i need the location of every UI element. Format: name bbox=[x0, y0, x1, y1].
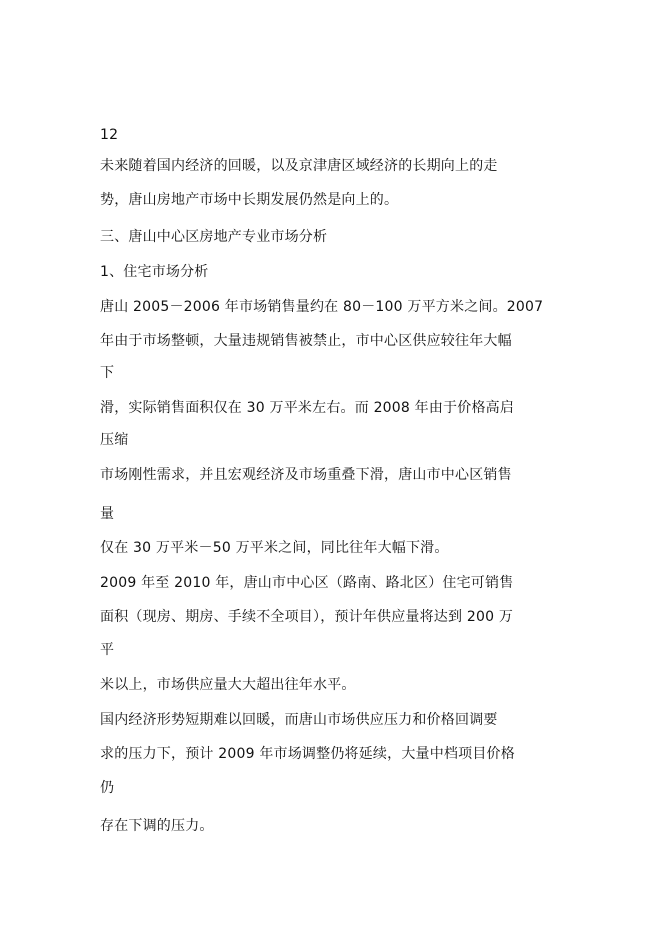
text-line: 存在下调的压力。 bbox=[100, 818, 214, 834]
text-line: 求的压力下，预计 2009 年市场调整仍将延续，大量中档项目价格 bbox=[100, 746, 515, 762]
text-line: 下 bbox=[100, 365, 115, 381]
text-line: 平 bbox=[100, 642, 115, 658]
text-line: 米以上，市场供应量大大超出往年水平。 bbox=[100, 677, 356, 693]
text-line: 市场刚性需求，并且宏观经济及市场重叠下滑，唐山市中心区销售 bbox=[100, 467, 512, 483]
text-line: 年由于市场整顿，大量违规销售被禁止，市中心区供应较往年大幅 bbox=[100, 333, 512, 349]
text-line: 2009 年至 2010 年，唐山市中心区（路南、路北区）住宅可销售 bbox=[100, 575, 514, 591]
text-line: 仍 bbox=[100, 780, 115, 796]
text-line: 未来随着国内经济的回暖，以及京津唐区域经济的长期向上的走 bbox=[100, 158, 498, 174]
subsection-heading: 1、住宅市场分析 bbox=[100, 264, 209, 280]
text-line: 滑，实际销售面积仅在 30 万平米左右。而 2008 年由于价格高启 bbox=[100, 400, 515, 416]
text-line: 压缩 bbox=[100, 432, 129, 448]
text-line: 面积（现房、期房、手续不全项目），预计年供应量将达到 200 万 bbox=[100, 609, 514, 625]
text-line: 势，唐山房地产市场中长期发展仍然是向上的。 bbox=[100, 192, 399, 208]
text-line: 量 bbox=[100, 506, 115, 522]
text-line: 唐山 2005－2006 年市场销售量约在 80－100 万平方米之间。2007 bbox=[100, 299, 544, 315]
text-line: 仅在 30 万平米－50 万平米之间，同比往年大幅下滑。 bbox=[100, 540, 449, 556]
text-line: 国内经济形势短期难以回暖，而唐山市场供应压力和价格回调要 bbox=[100, 712, 498, 728]
section-heading: 三、唐山中心区房地产专业市场分析 bbox=[100, 229, 328, 245]
page-number: 12 bbox=[100, 127, 119, 143]
